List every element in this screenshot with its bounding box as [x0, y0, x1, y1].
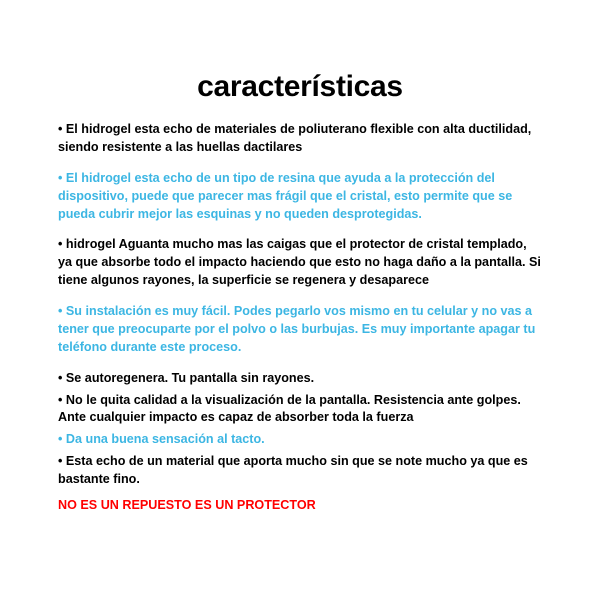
feature-item-resina-proteccion: • El hidrogel esta echo de un tipo de resina que ayuda a la protección del dispositivo, puede que parecer mas frágil que el cristal, esto permite que se pueda cubrir mejor las esquinas y no queden desprotegidas. — [58, 170, 513, 221]
feature-item-material-fino: • Esta echo de un material que aporta mucho sin que se note mucho ya que es bastante fino. — [58, 454, 528, 486]
feature-item-sensacion-tacto: • Da una buena sensación al tacto. — [58, 432, 265, 447]
footer-warning-note: NO ES UN REPUESTO ES UN PROTECTOR — [58, 497, 316, 512]
page-title: características — [197, 70, 403, 103]
feature-item-calidad-visualizacion: • No le quita calidad a la visualización de la pantalla. Resistencia ante golpes. Ante cualquier impacto es capaz de absorber toda la fuerza — [58, 392, 521, 425]
feature-item-autoregenera: • Se autoregenera. Tu pantalla sin rayones. — [58, 370, 315, 385]
feature-item-instalacion-facil: • Su instalación es muy fácil. Podes pegarlo vos mismo en tu celular y no vas a tener que preocuparte por el polvo o las burbujas. Es muy importante apagar tu teléfono durante este proceso. — [58, 304, 536, 354]
feature-item-hidrogel-material: • El hidrogel esta echo de materiales de poliuterano flexible con alta ductilidad, siendo resistente a las huellas dactilares — [58, 122, 532, 154]
feature-item-aguanta-caidas: • hidrogel Aguanta mucho mas las caigas que el protector de cristal templado, ya que absorbe todo el impacto haciendo que esto no haga daño a la pantalla. Si tiene algunos rayones, la superficie se regenera y desaparece — [58, 237, 541, 288]
